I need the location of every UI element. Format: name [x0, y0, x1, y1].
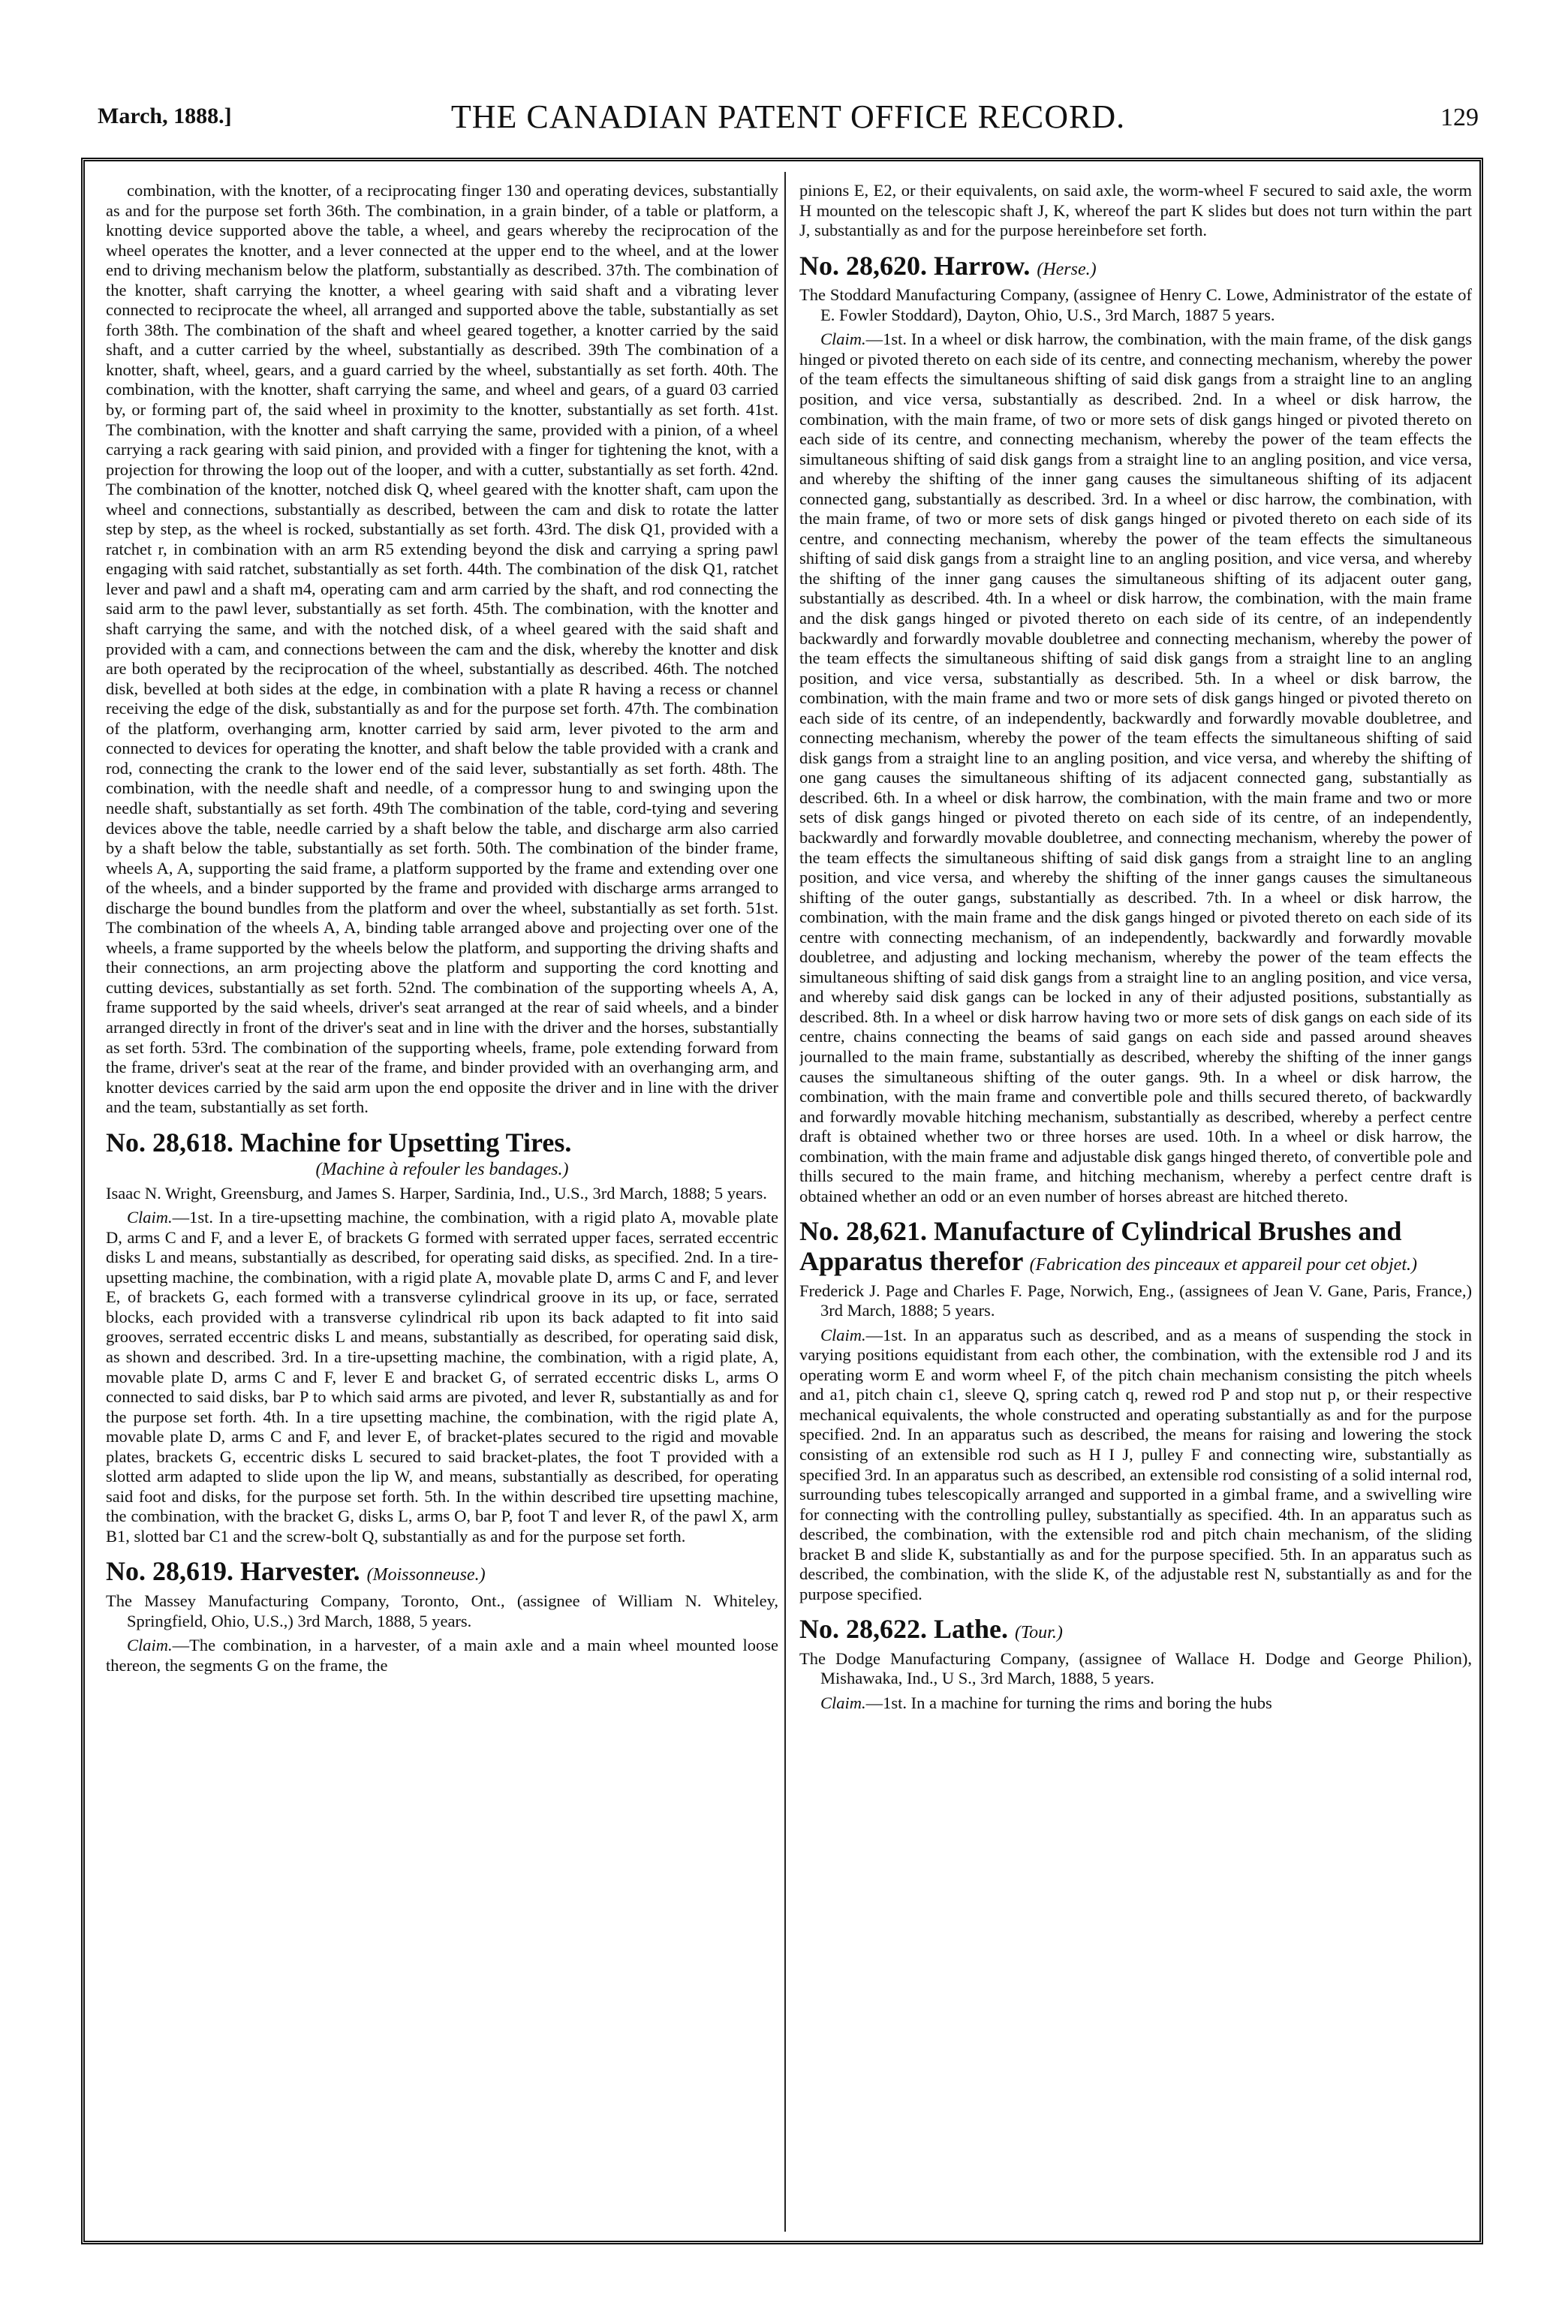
- assignee-line: Isaac N. Wright, Greensburg, and James S. Harper, Sardinia, Ind., U.S., 3rd March, 1888; 5 years.: [106, 1183, 767, 1203]
- french-title: (Tour.): [1015, 1623, 1063, 1643]
- patent-number: No. 28,621.: [799, 1216, 927, 1247]
- claim-label: Claim.: [820, 1693, 866, 1713]
- patent-heading: [799, 251, 1472, 281]
- patent-title: Machine for Upsetting Tires.: [240, 1127, 572, 1157]
- patent-28621: [799, 1217, 1472, 1604]
- assignee-line: Frederick J. Page and Charles F. Page, Norwich, Eng., (assignees of Jean V. Gane, Paris, France,) 3rd March, 1888; 5 years.: [799, 1281, 1472, 1320]
- assignee-line: The Dodge Manufacturing Company, (assignee of Wallace H. Dodge and George Philion), Mishawaka, Ind., U S., 3rd March, 1888, 5 years.: [799, 1648, 1472, 1688]
- claim-label: Claim.: [820, 1325, 866, 1344]
- patent-28622: [799, 1615, 1472, 1713]
- claim-paragraph: [106, 1636, 778, 1675]
- french-title: (Herse.): [1037, 259, 1097, 279]
- patent-heading: [106, 1128, 778, 1158]
- assignee-line: The Massey Manufacturing Company, Toronto, Ont., (assignee of William N. Whiteley, Springfield, Ohio, U.S.,) 3rd March, 1888, 5 years.: [106, 1591, 778, 1630]
- patent-title: Lathe.: [934, 1614, 1008, 1645]
- column-divider: [784, 172, 786, 2232]
- patent-heading: [799, 1217, 1472, 1276]
- claim-text: —1st. In a tire-upsetting machine, the combination, with a rigid plato A, movable plate D, arms C and F, and a lever E, of brackets G formed with serrated upper faces, serrated eccentric disks L and means, substantially as described, for operating said disks, as specified. 2nd. In a tire-upsetting machine, the combination, with a rigid plate A, movable plate D, arms C and F, and lever E, of brackets G, each formed with a transverse cylindrical groove in its up, or face, serrated blocks, each provided with a transverse cylindrical rib upon its back adapted to fit into said grooves, serrated eccentric disks L and means, substantially as described, for operating said disk, as shown and described. 3rd. In a tire-upsetting machine, the combination, with a rigid plate, A, movable plate D, arms C and F, lever E and bracket G, of serrated eccentric disks L, arms O connected to said disks, bar P to which said arms are pivoted, and lever R, substantially as and for the purpose set forth. 4th. In a tire upsetting machine, the combination, with the rigid plate A, movable plate D, arms C and F, and lever E, of bracket-plates secured to the rigid and movable plates, brackets G, eccentric disks L secured to said bracket-plates, the foot T provided with a slotted arm adapted to slide upon the lip W, and means, substantially as described, for operating said foot and disks, for the purpose set forth. 5th. In the within described tire upsetting machine, the combination, with the bracket G, disks L, arms O, bar P, foot T and lever R, of the pawl X, arm B1, slotted bar C1 and the screw-bolt Q, substantially as and for the purpose set forth.: [106, 1208, 778, 1546]
- claim-label: Claim.: [820, 330, 866, 349]
- claim-label: Claim.: [127, 1208, 173, 1227]
- journal-title: THE CANADIAN PATENT OFFICE RECORD.: [450, 98, 1126, 135]
- claim-label: Claim.: [127, 1636, 173, 1655]
- page-number: 129: [1440, 104, 1479, 131]
- patent-title: Harrow.: [934, 250, 1031, 281]
- patent-number: No. 28,619.: [106, 1556, 233, 1587]
- claim-paragraph: [799, 1326, 1472, 1605]
- claim-text: —The combination, in a harvester, of a main axle and a main wheel mounted loose thereon, the segments G on the frame, the: [106, 1636, 778, 1675]
- french-title: (Machine à refouler les bandages.): [315, 1160, 569, 1180]
- patent-heading: [799, 1615, 1472, 1645]
- issue-date: March, 1888.]: [98, 104, 232, 128]
- patent-number: No. 28,620.: [799, 250, 927, 281]
- patent-28619: [106, 1557, 778, 1675]
- claims-continuation: combination, with the knotter, of a reciprocating finger 130 and operating devices, substantially as and for the purpose set forth 36th. The combination, in a grain binder, of a table or platform, a knotting device supported above the table, a wheel, and gears whereby the reciprocation of the wheel operates the knotter, and a lever connected at the upper end to the wheel, and at the lower end to driving mechanism below the platform, substantially as described. 37th. The combination of the knotter, shaft carrying the knotter, a wheel gearing with said shaft and a vibrating lever connected to reciprocate the wheel, all arranged and supported above the table, substantially as set forth 38th. The combination of the shaft and wheel geared together, a knotter carried by the said shaft, and a cutter carried by the wheel, substantially as described. 39th The combination of a knotter, shaft, wheel, gears, and a guard carried by the wheel, substantially as set forth. 40th. The combination, with the knotter, shaft carrying the same, and wheel and gears, of a guard 03 carried by, or forming part of, the said wheel in proximity to the knotter, substantially as set forth. 41st. The combination, with the knotter and shaft carrying the same, provided with a pinion, of a wheel carrying a rack gearing with said pinion, and provided with a finger for tightening the knot, with a projection for throwing the loop out of the looper, and with a cutter, substantially as set forth. 42nd. The combination of the knotter, notched disk Q, wheel geared with the knotter shaft, cam upon the wheel and connections, substantially as described, between the cam and disk to rotate the latter step by step, as the wheel is rocked, substantially as set forth. 43rd. The disk Q1, provided with a ratchet r, in combination with an arm R5 extending beyond the disk and carrying a spring pawl engaging with said ratchet, substantially as set forth. 44th. The combination of the disk Q1, ratchet lever and pawl and a shaft m4, operating cam and arm carried by the shaft, and rod connecting the said arm to the pawl lever, substantially as set forth. 45th. The combination, with the knotter and shaft carrying the same, and with the notched disk, of a wheel geared with the said shaft and provided with a cam, and connections between the cam and the disk, whereby the knotter and disk are both operated by the reciprocation of the wheel, substantially as described. 46th. The notched disk, bevelled at both sides at the edge, in combination with a plate R having a recess or channel receiving the edge of the disk, substantially as and for the purpose set forth. 47th. The combination of the platform, overhanging arm, knotter carried by said arm, lever pivoted to the arm and connected to devices for operating the knotter, and shaft below the table provided with a crank and rod, connecting the crank to the lower end of the said lever, substantially as set forth. 48th. The combination, with the needle shaft and needle, of a compressor hung to and swinging upon the needle shaft, substantially as set forth. 49th The combination of the table, cord-tying and severing devices above the table, needle carried by a shaft below the table, and discharge arm also carried by a shaft below the table, substantially as set forth. 50th. The combination of the binder frame, wheels A, A, supporting the said frame, a platform supported by the frame and extending over one of the wheels, and a binder supported by the frame and provided with discharge arms arranged to discharge the bound bundles from the platform and over the wheel, substantially as set forth. 51st. The combination of the wheels A, A, binding table arranged above and projecting over one of the wheels, a frame supported by the wheels below the platform, and supporting the driving shafts and their connections, an arm projecting above the platform and supporting the cord knotting and cutting devices, substantially as set forth. 52nd. The combination of the supporting wheels A, A, frame supported by the said wheels, driver's seat arranged at the rear of said wheels, and a binder arranged directly in front of the driver's seat and in line with the driver and the horses, substantially as set forth. 53rd. The combination of the supporting wheels, frame, pole extending forward from the frame, driver's seat at the rear of the frame, and binder provided with an overhanging arm, and knotter devices carried by the said arm upon the end opposite the driver and in line with the driver and the team, substantially as set forth.: [106, 181, 778, 1117]
- patent-28618: [106, 1128, 778, 1547]
- left-column: [106, 181, 778, 2223]
- patent-heading: [106, 1557, 778, 1587]
- patent-title: Manufacture of Cylindrical Brushes and Apparatus therefor: [799, 1216, 1402, 1276]
- claim-text: —1st. In a wheel or disk harrow, the combination, with the main frame, of the disk gangs hinged or pivoted thereto on each side of its centre, and connecting mechanism, whereby the power of the team effects the simultaneous shifting of said disk gangs from a straight line to an angling position, and vice versa, substantially as described. 2nd. In a wheel or disk harrow, the combination, with the main frame, of two or more sets of disk gangs hinged or pivoted thereto on each side of its centre, and connecting mechanism, whereby the power of the team effects the simultaneous shifting of said disk gangs from a straight line to an angling position, and vice versa, and whereby the shifting of the inner gang causes the simultaneous shifting of its adjacent connected gang, substantially as described. 3rd. In a wheel or disc harrow, the combination, with the main frame, of two or more sets of disk gangs hinged or pivoted thereto on each side of its centre, and connecting mechanism, whereby the power of the team effects the simultaneous shifting of said disk gangs from a straight line to an angling position, and vice versa, and whereby the shifting of the inner gang causes the simultaneous shifting of its adjacent outer gang, substantially as described. 4th. In a wheel or disk harrow, the combination, with the main frame and the disk gangs hinged or pivoted thereto on each side of its centre, of an independently backwardly and forwardly movable doubletree and connecting mechanism, whereby the power of the team effects the simultaneous shifting of said disk gangs from a straight line to an angling position, and vice versa, substantially as described. 5th. In a wheel or disk barrow, the combination, with the main frame and two or more sets of disk gangs hinged or pivoted thereto on each side of its centre, of an independently, backwardly and forwardly movable doubletree, and connecting mechanism, whereby the power of the team effects the simultaneous shifting of said disk gangs from a straight line to an angling position, and vice versa, and whereby the shifting of one gang causes the simultaneous shifting of its adjacent connected gang, substantially as described. 6th. In a wheel or disk harrow, the combination, with the main frame and two or more sets of disk gangs hinged or pivoted thereto on each side of its centre, of an independently, backwardly and forwardly movable doubletree, and connecting mechanism, whereby the power of the team effects the simultaneous shifting of said disk gangs from a straight line to an angling position, and vice versa, and whereby the shifting of the inner gangs causes the simultaneous shifting of the outer gangs, substantially as described. 7th. In a wheel or disk harrow, the combination, with the main frame and the disk gangs hinged or pivoted thereto on each side of its centre with connecting mechanism, of an independently, backwardly and forwardly movable doubletree, and adjusting and locking mechanism, whereby the power of the team effects the simultaneous shifting of said disk gangs from a straight line to an angling position, and vice versa, and whereby said disk gangs can be locked in any of their adjusted positions, substantially as described. 8th. In a wheel or disk harrow having two or more sets of disk gangs on each side of its centre, chains connecting the beams of said gangs on each side and passed around sheaves journalled to the main frame, substantially as described, whereby the shifting of the inner gangs causes the simultaneous shifting of the outer gangs. 9th. In a wheel or disk harrow, the combination, with the main frame and convertible pole and thills secured thereto, of backwardly and forwardly movable hitching mechanism, substantially as described, whereby a perfect centre draft is obtained whether two or three horses are used. 10th. In a wheel or disk harrow, the combination, with the main frame and adjustable disk gangs hinged thereto, of convertible pole and thills secured to the main frame, and hitching mechanism, whereby a perfect centre draft is obtained whether an odd or an even number of horses abreast are hitched thereto.: [799, 330, 1472, 1206]
- claim-paragraph: [106, 1208, 778, 1546]
- right-column: [799, 181, 1472, 2223]
- patent-number: No. 28,622.: [799, 1614, 927, 1645]
- claim-paragraph: [799, 1693, 1472, 1714]
- french-title: (Moissonneuse.): [366, 1565, 486, 1585]
- patent-title: Harvester.: [240, 1556, 360, 1587]
- claim-paragraph: [799, 330, 1472, 1206]
- claims-continuation: pinions E, E2, or their equivalents, on said axle, the worm-wheel F secured to said axle, the worm H mounted on the telescopic shaft J, K, whereof the part K slides but does not turn within the part J, substantially as and for the purpose hereinbefore set forth.: [799, 181, 1472, 240]
- assignee-line: The Stoddard Manufacturing Company, (assignee of Henry C. Lowe, Administrator of the estate of E. Fowler Stoddard), Dayton, Ohio, U.S., 3rd March, 1887 5 years.: [799, 285, 1472, 324]
- page-frame: [81, 158, 1483, 2244]
- french-title: (Fabrication des pinceaux et appareil pour cet objet.): [1029, 1254, 1417, 1275]
- claim-text: —1st. In an apparatus such as described, and as a means of suspending the stock in varying positions equidistant from each other, the combination, with the extensible rod J and its operating worm E and worm wheel F, of the pitch chain mechanism consisting the pitch wheels and a1, pitch chain c1, sleeve Q, spring catch q, rewed rod P and stop nut p, or their respective mechanical equivalents, the whole constructed and operating substantially as and for the purpose specified. 2nd. In an apparatus such as described, the means for raising and lowering the stock consisting of an extensible rod such as H I J, pulley F and connecting wire, substantially as specified 3rd. In an apparatus such as described, an extensible rod consisting of a solid internal rod, surrounding tubes telescopically arranged and supported in a gimbal frame, and a swivelling wire for connecting with the controlling pulley, substantially as specified. 4th. In an apparatus such as described, the combination, with the extensible rod and pitch chain mechanism, of the sliding bracket B and slide K, substantially as and for the purpose specified. 5th. In an apparatus such as described, the combination, with the slide K, of the adjustable rest N, substantially as and for the purpose specified.: [799, 1325, 1472, 1603]
- patent-28620: [799, 251, 1472, 1207]
- running-head: [98, 98, 1479, 143]
- patent-number: No. 28,618.: [106, 1127, 233, 1157]
- claim-text: —1st. In a machine for turning the rims and boring the hubs: [865, 1693, 1272, 1713]
